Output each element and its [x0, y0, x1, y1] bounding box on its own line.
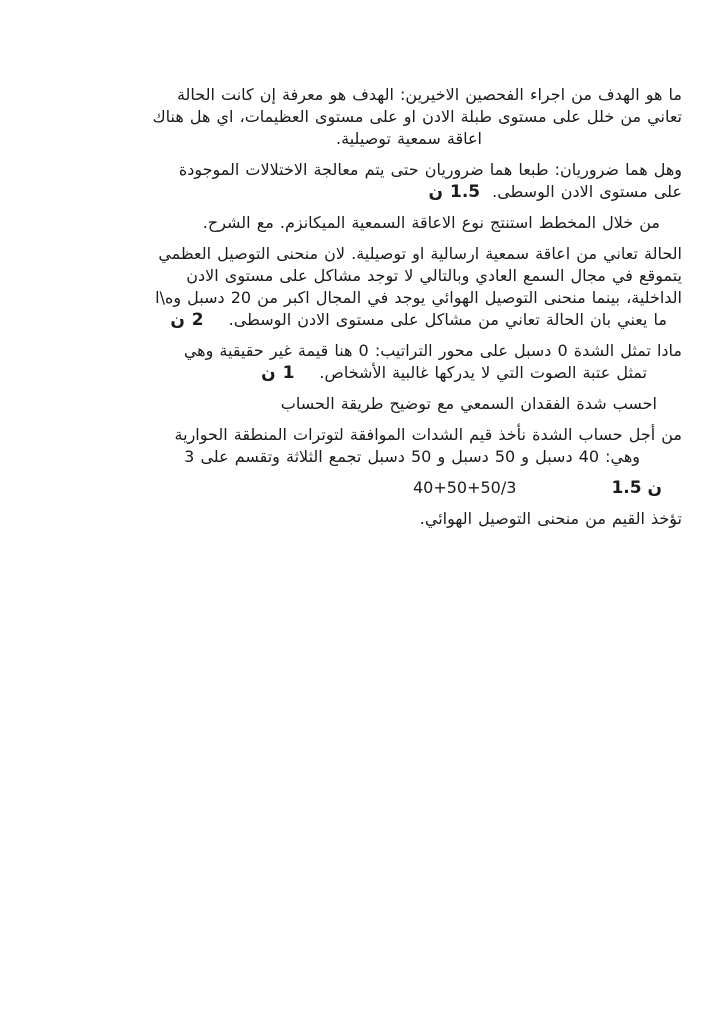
text-line: الداخلية، بينما منحنى التوصيل الهوائي يوجد في المجال اكبر من 20 دسبل وه\ا [155, 288, 682, 307]
text-line-group [261, 362, 647, 384]
text-line: الحالة تعاني من اعاقة سمعية ارسالية او توصيلية. لان منحنى التوصيل العظمي [158, 244, 682, 263]
formula-expression: 40+50+50/3 [412, 478, 517, 497]
grade-mark: 1.5 ن [428, 182, 481, 202]
text-line: تعاني من خلل على مستوى طبلة الادن او على مستوى العظيمات، اي هل هناك [152, 107, 682, 126]
question-compute-hearing-loss [40, 393, 682, 415]
answer-zero-decibel-meaning [40, 340, 682, 384]
question-deduce-impairment-type [40, 212, 682, 234]
text-line: وهل هما ضروريان: طبعا هما ضروريان حتى يتم معالجة الاختلالات الموجودة [178, 160, 682, 179]
text-line: تؤخذ القيم من منحنى التوصيل الهوائي. [419, 509, 682, 528]
text-line: ما يعني بان الحالة تعاني من مشاكل على مستوى الادن الوسطى. [228, 310, 667, 329]
text-line: اعاقة سمعية توصيلية. [336, 129, 482, 148]
text-line: من أجل حساب الشدة نأخذ قيم الشدات الموافقة لتوترات المنطقة الحوارية [174, 425, 682, 444]
text-line: يتموقع في مجال السمع العادي وبالتالي لا توجد مشاكل على مستوى الادن [186, 266, 682, 285]
spacer [204, 324, 229, 325]
grade-mark: 2 ن [170, 310, 204, 330]
answer-necessity [40, 159, 682, 203]
note-values-source [40, 508, 682, 530]
spacer [516, 492, 611, 493]
hearing-loss-formula-line [40, 477, 682, 499]
spacer [480, 196, 492, 197]
text-line: على مستوى الادن الوسطى. [492, 182, 682, 201]
text-line: من خلال المخطط استنتج نوع الاعاقة السمعية الميكانزم. مع الشرح. [202, 213, 660, 232]
answer-hearing-loss-method [40, 424, 682, 468]
text-line: وهي: 40 دسبل و 50 دسبل و 50 دسبل تجمع الثلاثة وتقسم على 3 [184, 447, 640, 466]
text-line: احسب شدة الفقدان السمعي مع توضيح طريقة الحساب [280, 394, 657, 413]
grade-mark: 1 ن [261, 363, 295, 383]
text-line: مادا تمثل الشدة 0 دسبل على محور التراتيب: 0 هنا قيمة غير حقيقية وهي [183, 341, 682, 360]
answer-purpose-of-tests [40, 84, 682, 150]
text-line: ما هو الهدف من اجراء الفحصين الاخيرين: الهدف هو معرفة إن كانت الحالة [176, 85, 682, 104]
grade-mark: 1.5 ن [611, 478, 662, 498]
spacer [294, 377, 319, 378]
text-line: تمثل عتبة الصوت التي لا يدركها غالبية الأشخاص. [319, 363, 647, 382]
answer-impairment-type [40, 243, 682, 331]
text-line-group [170, 309, 667, 331]
